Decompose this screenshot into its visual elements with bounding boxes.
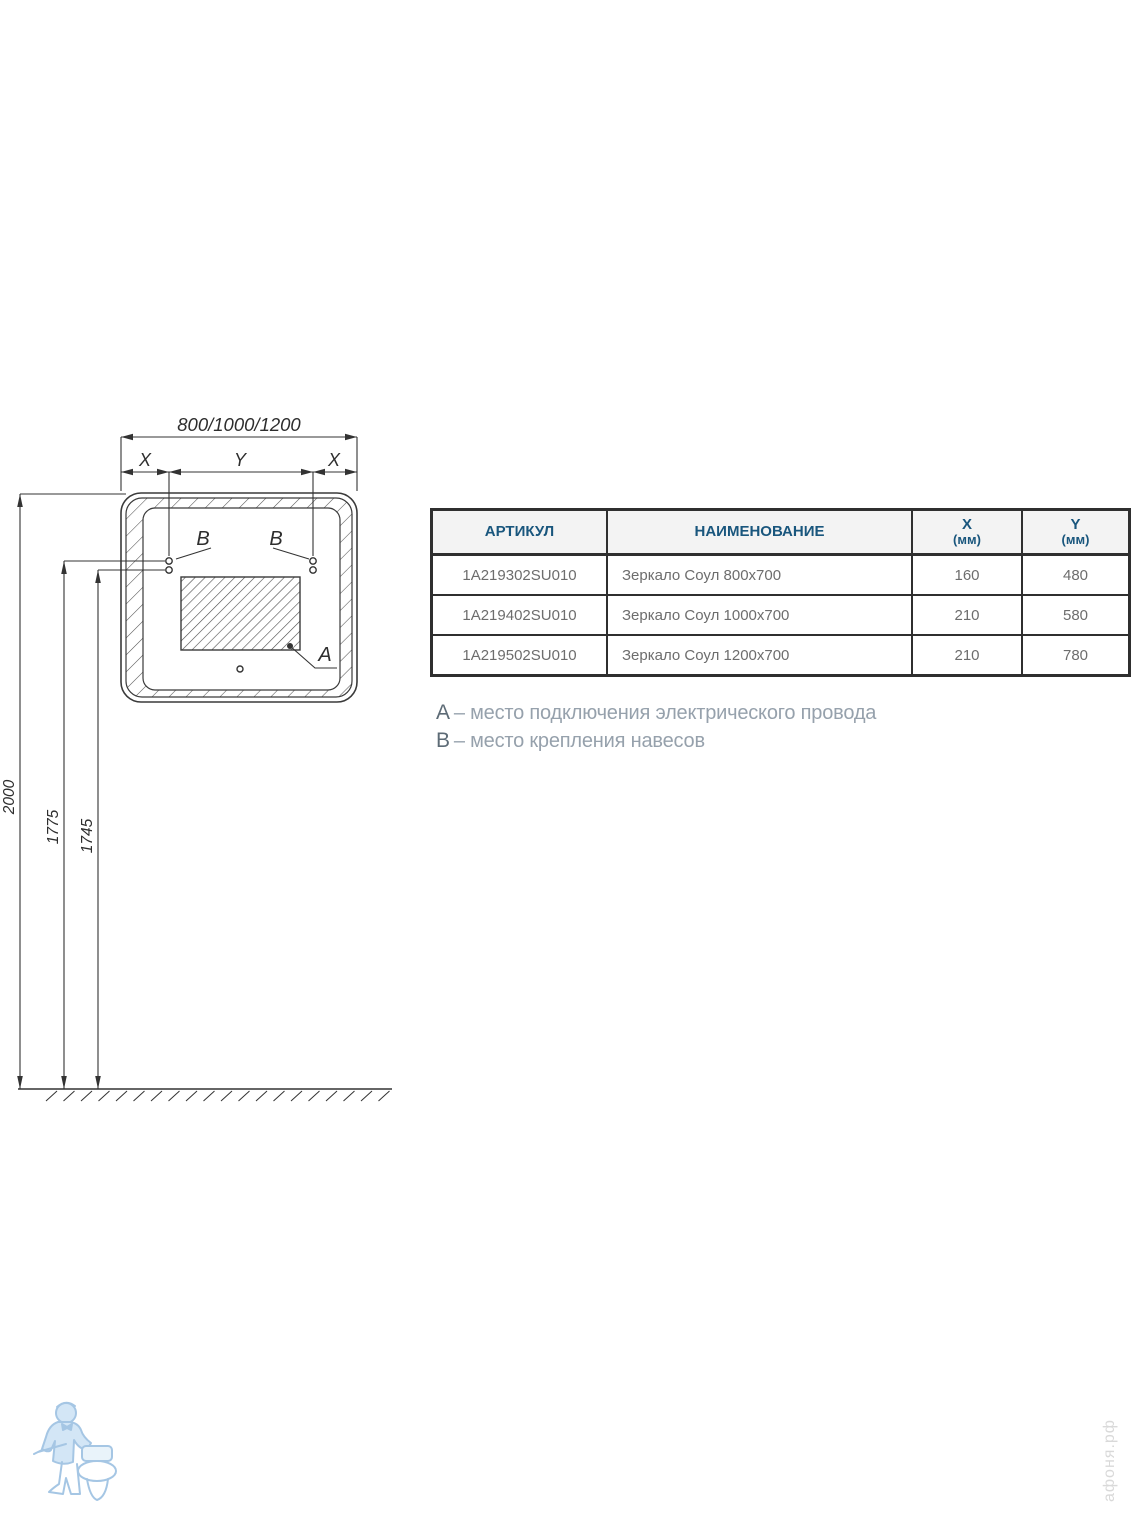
sensor-hole — [237, 666, 243, 672]
legend — [436, 699, 876, 755]
table-row — [432, 555, 1130, 596]
logo-toilet-tank — [82, 1446, 112, 1461]
legend-letter-a: А — [436, 701, 450, 724]
floor-hatching — [46, 1091, 390, 1101]
cell-article: 1A219402SU010 — [432, 595, 608, 635]
y-dim-label: Y — [233, 450, 247, 470]
hook-hole-right-lower — [310, 567, 316, 573]
legend-letter-b: В — [436, 729, 450, 752]
logo-toilet-bowl — [78, 1461, 116, 1481]
height-1745-label: 1745 — [79, 818, 96, 854]
cell-article: 1A219502SU010 — [432, 635, 608, 676]
cell-article: 1A219302SU010 — [432, 555, 608, 596]
cell-y: 580 — [1022, 595, 1130, 635]
table-header-row — [432, 510, 1130, 555]
cell-name: Зеркало Соул 1000x700 — [607, 595, 912, 635]
x-dim-left-label: X — [138, 450, 152, 470]
legend-text-a: – место подключения электрического провода — [453, 702, 877, 724]
mirror-installation-diagram — [0, 400, 420, 1110]
cell-name: Зеркало Соул 800x700 — [607, 555, 912, 596]
spec-table — [430, 508, 1131, 677]
legend-text-b: – место крепления навесов — [453, 730, 705, 752]
legend-item-b — [436, 727, 876, 755]
header-x: X (мм) — [912, 510, 1022, 555]
header-name: НАИМЕНОВАНИЕ — [607, 510, 912, 555]
width-options-label: 800/1000/1200 — [177, 414, 301, 435]
hook-hole-left-lower — [166, 567, 172, 573]
point-a-label: A — [318, 644, 332, 666]
point-b-right-label: B — [269, 528, 283, 550]
cell-y: 780 — [1022, 635, 1130, 676]
cell-x: 210 — [912, 635, 1022, 676]
connection-point-a-dot — [287, 643, 293, 649]
height-2000-label: 2000 — [1, 779, 18, 815]
hook-hole-left-upper — [166, 558, 172, 564]
logo-legs — [49, 1462, 80, 1494]
height-1775-label: 1775 — [45, 809, 62, 845]
hook-hole-right-upper — [310, 558, 316, 564]
cell-x: 210 — [912, 595, 1022, 635]
cell-x: 160 — [912, 555, 1022, 596]
table-row — [432, 595, 1130, 635]
header-article: АРТИКУЛ — [432, 510, 608, 555]
logo-toilet-base — [87, 1479, 108, 1500]
x-dim-right-label: X — [327, 450, 341, 470]
watermark: афоня.рф — [1101, 1419, 1118, 1502]
cell-y: 480 — [1022, 555, 1130, 596]
table-row — [432, 635, 1130, 676]
connection-area-hatch — [181, 577, 300, 650]
cell-name: Зеркало Соул 1200x700 — [607, 635, 912, 676]
point-b-left-label: B — [196, 528, 210, 550]
plumber-logo — [26, 1396, 130, 1514]
header-y: Y (мм) — [1022, 510, 1130, 555]
legend-item-a — [436, 699, 876, 727]
